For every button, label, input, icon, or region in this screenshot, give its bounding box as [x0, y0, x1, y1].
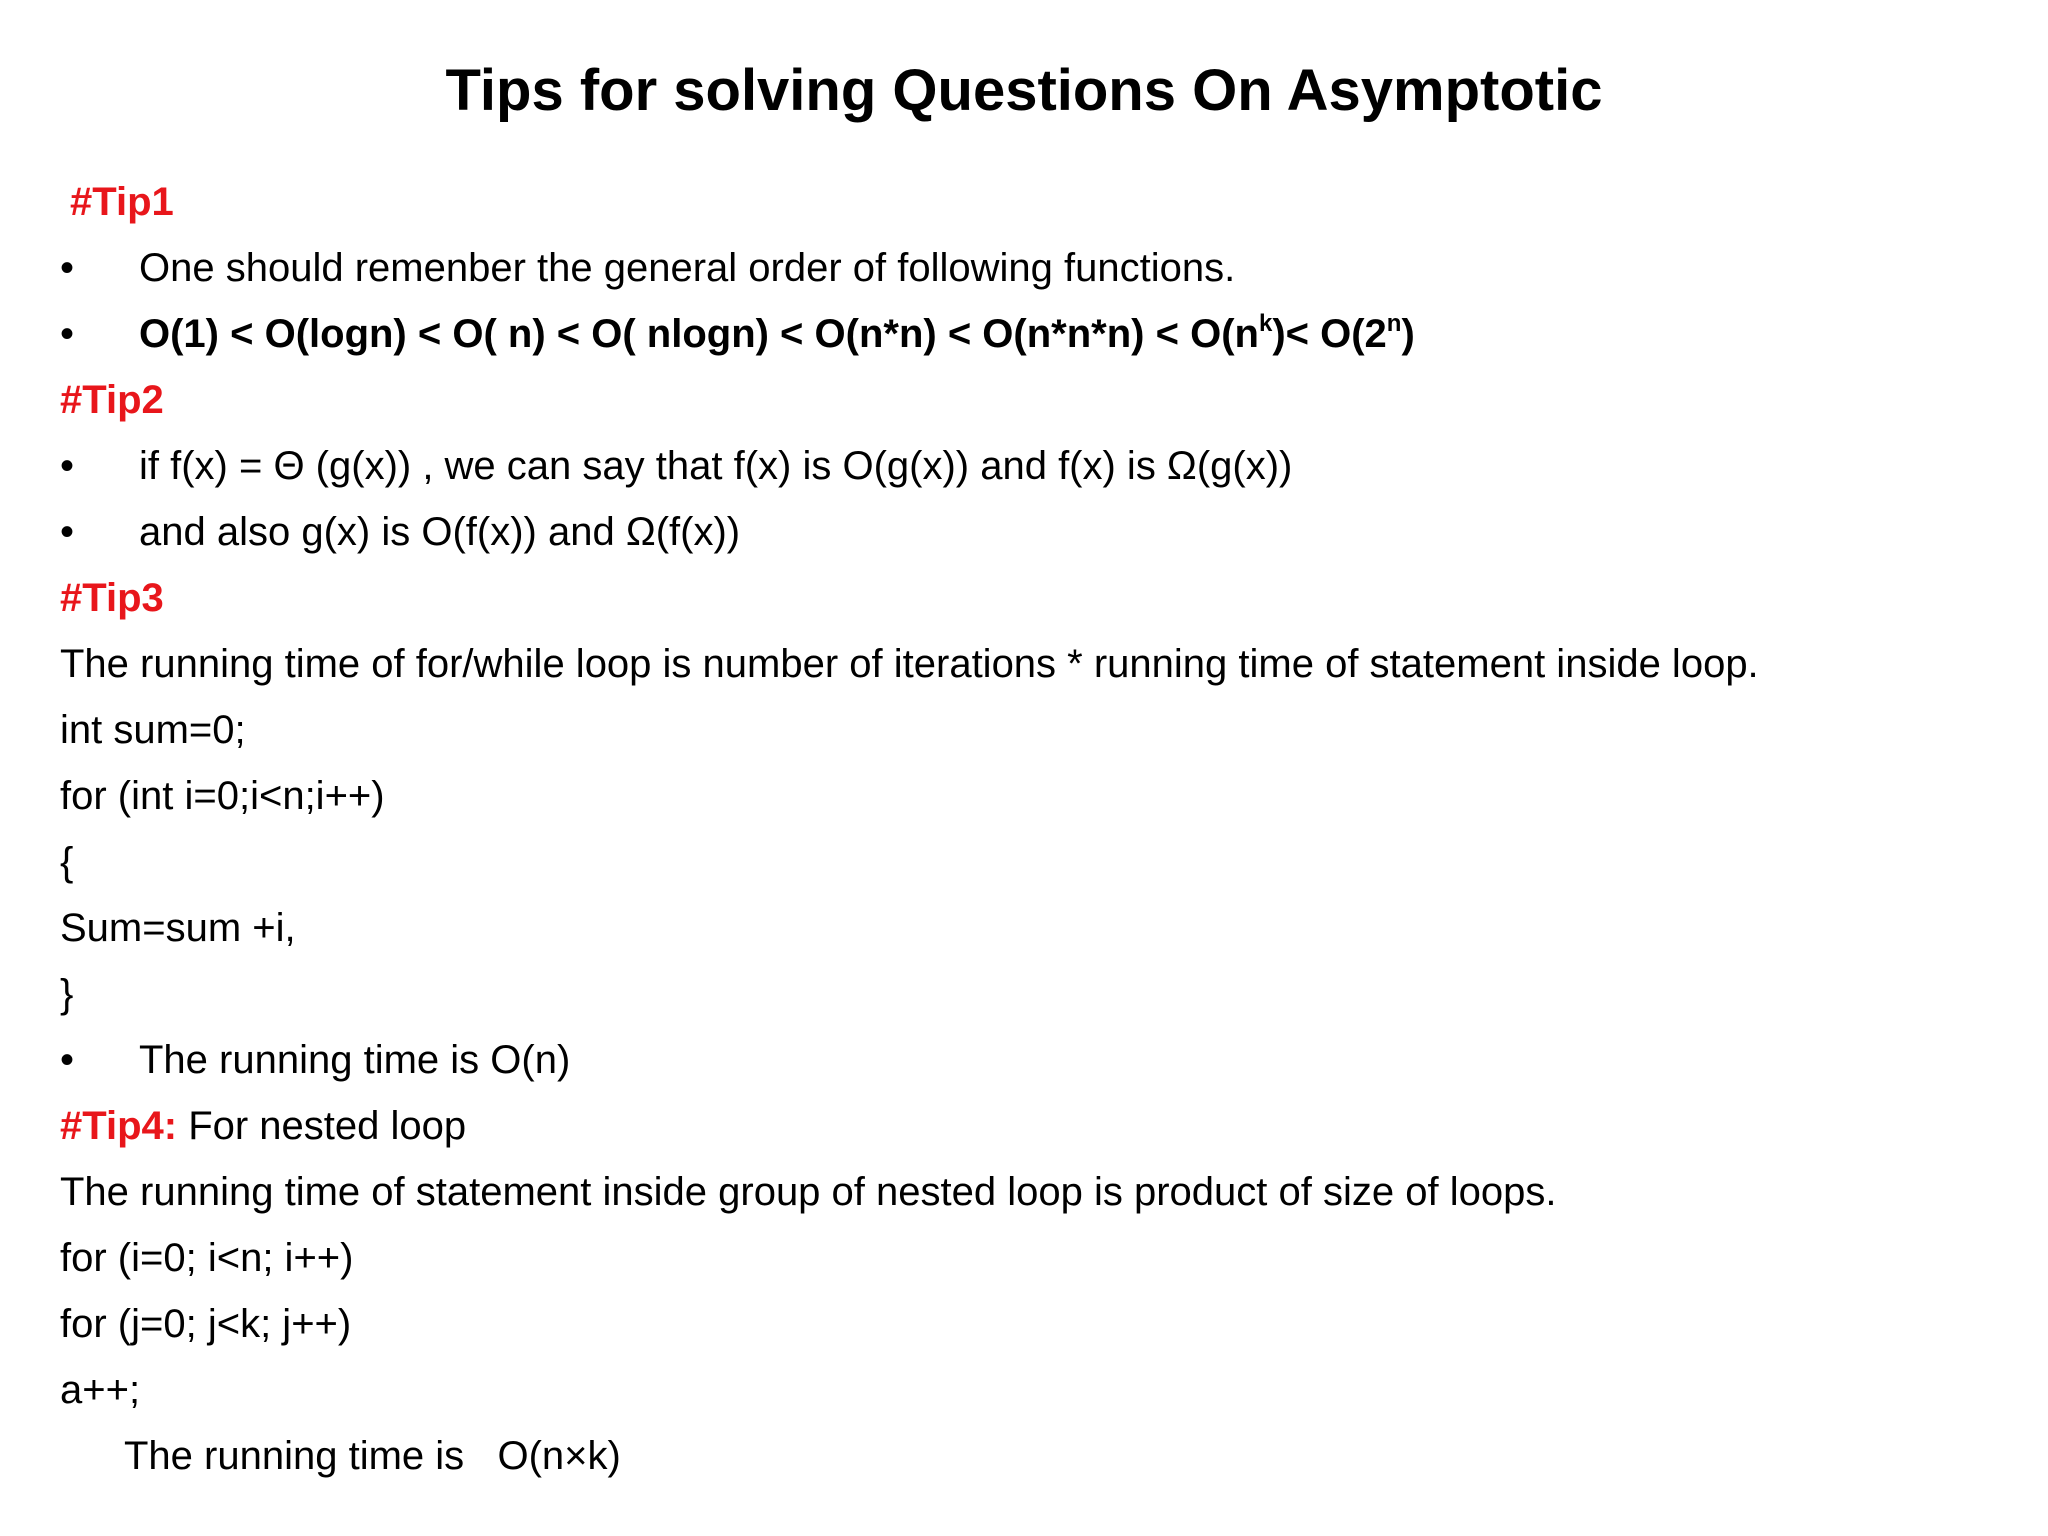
tip2-label: #Tip2	[60, 378, 164, 422]
tip4-heading: For nested loop	[177, 1104, 467, 1148]
tip4-code-line-3: a++;	[60, 1368, 141, 1412]
order-part-3: )	[1401, 312, 1415, 356]
order-part-2: )< O(2	[1272, 312, 1387, 356]
tip3-code-line-4: Sum=sum +i,	[60, 906, 296, 950]
tip1-bullet-1: One should remenber the general order of following functions.	[139, 246, 1236, 290]
tip2-bullet-1: if f(x) = Θ (g(x)) , we can say that f(x) is O(g(x)) and f(x) is Ω(g(x))	[139, 444, 1293, 488]
bullet-dot: •	[60, 246, 75, 290]
tip1-label: #Tip1	[70, 180, 174, 224]
tip2-bullet-2: and also g(x) is O(f(x)) and Ω(f(x))	[139, 510, 741, 554]
tip4-result: The running time is O(n×k)	[124, 1434, 621, 1478]
tip4-code-line-1: for (i=0; i<n; i++)	[60, 1236, 354, 1280]
tip4-label: #Tip4:	[60, 1104, 178, 1148]
order-part-1: O(1) < O(logn) < O( n) < O( nlogn) < O(n*n) < O(n*n*n) < O(n	[139, 312, 1259, 356]
bullet-dot: •	[60, 444, 75, 488]
tip4-code-line-2: for (j=0; j<k; j++)	[60, 1302, 352, 1346]
tip3-code-line-2: for (int i=0;i<n;i++)	[60, 774, 385, 818]
tip3-code-line-5: }	[60, 972, 74, 1016]
order-sup-k: k	[1258, 310, 1273, 337]
order-sup-n: n	[1386, 310, 1402, 337]
tip3-code-line-1: int sum=0;	[60, 708, 246, 752]
tip4-header	[60, 1098, 466, 1154]
bullet-dot: •	[60, 510, 75, 554]
tip3-code-line-3: {	[60, 840, 74, 884]
bullet-dot: •	[60, 312, 75, 356]
slide-title: Tips for solving Questions On Asymptotic	[445, 58, 1603, 123]
tip4-description: The running time of statement inside group of nested loop is product of size of loops.	[60, 1170, 1557, 1214]
tip3-label: #Tip3	[60, 576, 164, 620]
bullet-dot: •	[60, 1038, 75, 1082]
tip1-order-formula	[139, 306, 1415, 362]
tip3-description: The running time of for/while loop is number of iterations * running time of statement inside loop.	[60, 642, 1759, 686]
tip3-result: The running time is O(n)	[139, 1038, 571, 1082]
